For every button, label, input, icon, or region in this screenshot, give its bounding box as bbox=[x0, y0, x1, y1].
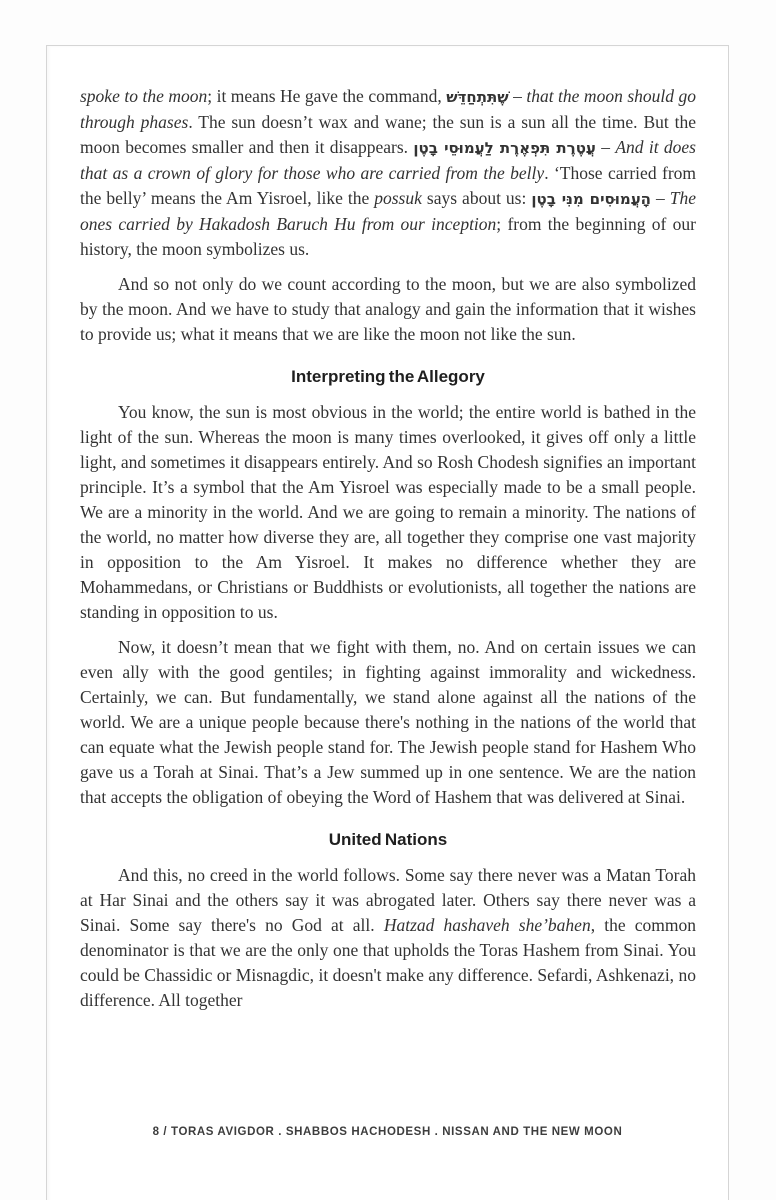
body-text: ; it means He gave the command, bbox=[207, 86, 447, 106]
document-page bbox=[46, 45, 729, 1200]
document-content bbox=[80, 84, 696, 1023]
body-text: – bbox=[595, 137, 616, 157]
italic-text: The ones carried by Hakadosh Baruch Hu from our inception bbox=[80, 188, 697, 234]
page-footer bbox=[47, 1126, 728, 1138]
body-text: And so not only do we count according to the moon, but we are also symbolized by the moon. And we have to study that analogy and gain the information that it wishes to provide us; what it means that we are like the moon not like the sun. bbox=[80, 274, 696, 344]
body-text: . ‘Those carried from the belly’ means the Am Yisroel, like the bbox=[80, 163, 697, 208]
section-heading: United Nations bbox=[328, 830, 448, 849]
body-text: You know, the sun is most obvious in the world; the entire world is bathed in the light of the sun. Whereas the moon is many times overlooked, it gives off only a little light, and sometimes it disappears entirely. And so Rosh Chodesh signifies an important principle. It’s a symbol that the Am Yisroel was especially made to be a small people. We are a minority in the world. And we are going to remain a minority. The nations of the world, no matter how diverse they are, all together they comprise one vast majority in opposition to the Am Yisroel. It makes no difference whether they are Mohammedans, or Christians or Buddhists or evolutionists, all together the nations are standing in opposition to us. bbox=[80, 402, 696, 622]
hebrew-text: הָעֲמוּסִים מִנִּי בָטֶן bbox=[531, 190, 651, 208]
body-text: , the common denominator is that we are the only one that upholds the Toras Hashem from Sinai. You could be Chassidic or Misnagdic, it doesn't make any difference. Sefardi, Ashkenazi, no difference. All together bbox=[80, 915, 696, 1010]
body-text: – bbox=[650, 188, 670, 208]
body-text: Now, it doesn’t mean that we fight with them, no. And on certain issues we can even ally with the good gentiles; in fighting against immorality and wickedness. Certainly, we can. But fundamentally, we stand alone against all the nations of the world. We are a unique people because there's nothing in the nations of the world that can equate what the Jewish people stand for. The Jewish people stand for Hashem Who gave us a Torah at Sinai. That’s a Jew summed up in one sentence. We are the nation that accepts the obligation of obeying the Word of Hashem that was delivered at Sinai. bbox=[80, 637, 696, 807]
hebrew-text: שֶׁתִּתְחַדֵּשׁ bbox=[446, 88, 509, 106]
italic-text: Hatzad hashaveh she’bahen bbox=[383, 915, 591, 935]
paragraph bbox=[80, 272, 696, 347]
italic-text: spoke to the moon bbox=[80, 86, 208, 106]
paragraph bbox=[80, 84, 696, 262]
body-text: And this, no creed in the world follows. Some say there never was a Matan Torah at Har Sinai and the others say it was abrogated later. Others say there never was a Sinai. Some say there's no God at all. bbox=[80, 865, 696, 935]
paragraph bbox=[80, 863, 696, 1013]
body-text: says about us: bbox=[421, 188, 532, 208]
hebrew-text: עֲטֶרֶת תִּפְאֶרֶת לַעֲמוּסֵי בָטֶן bbox=[413, 139, 596, 157]
italic-text: that the moon should go through phases bbox=[80, 86, 696, 132]
body-text: ; from the beginning of our history, the moon symbolizes us. bbox=[80, 214, 696, 259]
italic-text: possuk bbox=[374, 188, 422, 208]
section-heading: Interpreting the Allegory bbox=[291, 367, 485, 386]
body-text: – bbox=[508, 86, 527, 106]
italic-text: And it does that as a crown of glory for those who are carried from the belly bbox=[80, 137, 696, 183]
footer-text: 8 / TORAS AVIGDOR . SHABBOS HACHODESH . NISSAN AND THE NEW MOON bbox=[152, 1126, 623, 1138]
paragraph bbox=[80, 635, 696, 810]
paragraph bbox=[80, 400, 696, 625]
body-text: . The sun doesn’t wax and wane; the sun is a sun all the time. But the moon becomes smaller and then it disappears. bbox=[80, 112, 696, 157]
